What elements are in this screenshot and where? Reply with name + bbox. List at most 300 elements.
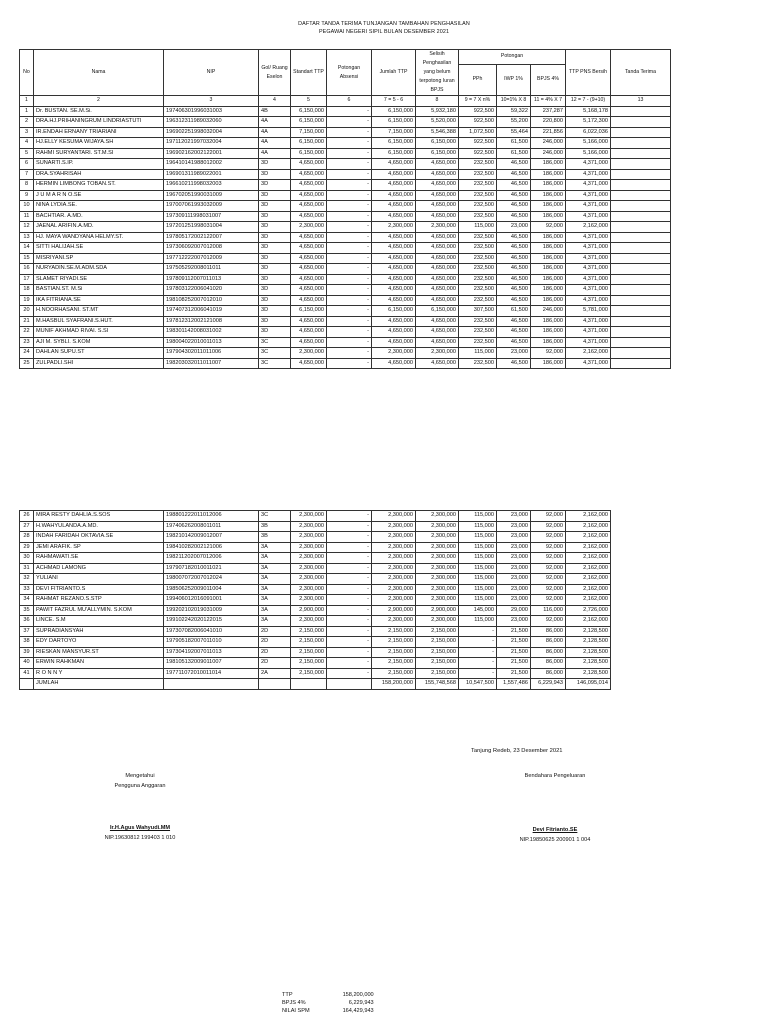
row-gol: 3A xyxy=(259,584,291,595)
row-nip: 198801222011012006 xyxy=(164,511,259,522)
row-signature-cell xyxy=(611,327,671,338)
row-no: 3 xyxy=(20,127,34,138)
row-no: 28 xyxy=(20,532,34,543)
row-pph: 232,500 xyxy=(459,243,497,254)
row-jumlah: 6,150,000 xyxy=(372,306,416,317)
column-number: 7 = 5 - 6 xyxy=(372,96,416,107)
row-absensi: - xyxy=(327,169,372,180)
recap-value: 164,429,943 xyxy=(342,1008,374,1014)
signature-block-left xyxy=(90,773,190,841)
table-row xyxy=(20,159,671,170)
row-bpjs: 86,000 xyxy=(531,626,566,637)
table-row xyxy=(20,222,671,233)
col-selisih: Selisih Penghasilan yang belum terpotong Iuran BPJS xyxy=(416,50,459,96)
row-nip: 196610211998032003 xyxy=(164,180,259,191)
row-bersih: 2,162,000 xyxy=(566,521,611,532)
row-bpjs: 246,000 xyxy=(531,306,566,317)
row-no: 39 xyxy=(20,647,34,658)
row-name: RAHMI SURYANTARI. ST.M.SI xyxy=(34,148,164,159)
row-pph: 922,500 xyxy=(459,117,497,128)
row-gol: 3D xyxy=(259,190,291,201)
row-no: 29 xyxy=(20,542,34,553)
row-bersih: 2,162,000 xyxy=(566,595,611,606)
row-standar: 4,650,000 xyxy=(291,274,327,285)
row-no: 13 xyxy=(20,232,34,243)
row-gol: 3D xyxy=(259,159,291,170)
column-number-row xyxy=(20,96,671,107)
row-bersih: 4,371,000 xyxy=(566,295,611,306)
row-standar: 4,650,000 xyxy=(291,295,327,306)
row-iwp: 46,500 xyxy=(497,285,531,296)
row-signature-cell xyxy=(611,169,671,180)
row-bersih: 2,128,500 xyxy=(566,647,611,658)
row-standar: 2,300,000 xyxy=(291,348,327,359)
row-bpjs: 116,000 xyxy=(531,605,566,616)
row-selisih: 2,300,000 xyxy=(416,222,459,233)
row-jumlah: 2,300,000 xyxy=(372,616,416,627)
row-bpjs: 92,000 xyxy=(531,511,566,522)
row-standar: 2,150,000 xyxy=(291,637,327,648)
row-bersih: 6,022,036 xyxy=(566,127,611,138)
row-jumlah: 4,650,000 xyxy=(372,190,416,201)
row-name: RAHMAT REZANO.S.STP xyxy=(34,595,164,606)
row-name: MIRA RESTY DAHLIA.S.SOS xyxy=(34,511,164,522)
table-row xyxy=(20,253,671,264)
row-standar: 4,650,000 xyxy=(291,243,327,254)
row-jumlah: 4,650,000 xyxy=(372,169,416,180)
row-signature-cell xyxy=(611,337,671,348)
column-number: 10=1% X 8 xyxy=(497,96,531,107)
row-gol: 3D xyxy=(259,253,291,264)
row-iwp: 23,000 xyxy=(497,563,531,574)
row-bpjs: 92,000 xyxy=(531,553,566,564)
column-number: 4 xyxy=(259,96,291,107)
row-signature-cell xyxy=(611,358,671,369)
title-line-1: DAFTAR TANDA TERIMA TUNJANGAN TAMBAHAN PENGHASILAN xyxy=(298,21,470,27)
signer-right-name: Devi Fitrianto.SE xyxy=(532,827,578,833)
row-jumlah: 7,150,000 xyxy=(372,127,416,138)
column-number: 8 xyxy=(416,96,459,107)
row-jumlah: 4,650,000 xyxy=(372,327,416,338)
row-signature-cell xyxy=(611,253,671,264)
row-bersih: 4,371,000 xyxy=(566,180,611,191)
row-name: DEVI FITRIANTO.S xyxy=(34,584,164,595)
row-gol: 4A xyxy=(259,117,291,128)
signer-left-title2: Pengguna Anggaran xyxy=(114,783,166,789)
row-nip: 198203032011011007 xyxy=(164,358,259,369)
row-absensi: - xyxy=(327,274,372,285)
row-no: 7 xyxy=(20,169,34,180)
row-iwp: 46,500 xyxy=(497,169,531,180)
row-selisih: 2,150,000 xyxy=(416,626,459,637)
row-bpjs: 92,000 xyxy=(531,584,566,595)
row-bersih: 2,162,000 xyxy=(566,574,611,585)
row-name: JAENAL ARIFIN.A.MD. xyxy=(34,222,164,233)
recipient-table-page2 xyxy=(19,510,611,690)
row-bersih: 5,166,000 xyxy=(566,148,611,159)
row-jumlah: 6,150,000 xyxy=(372,117,416,128)
total-selisih: 155,748,568 xyxy=(416,679,459,690)
row-absensi: - xyxy=(327,563,372,574)
column-number: 3 xyxy=(164,96,259,107)
row-standar: 2,300,000 xyxy=(291,511,327,522)
table-row xyxy=(20,553,611,564)
row-gol: 3D xyxy=(259,232,291,243)
row-name: DRA.SYAHRISAH xyxy=(34,169,164,180)
row-selisih: 2,300,000 xyxy=(416,348,459,359)
row-absensi: - xyxy=(327,201,372,212)
recap-value: 6,229,943 xyxy=(348,1000,374,1006)
row-bpjs: 86,000 xyxy=(531,658,566,669)
row-jumlah: 2,300,000 xyxy=(372,222,416,233)
row-standar: 2,150,000 xyxy=(291,668,327,679)
row-selisih: 4,650,000 xyxy=(416,264,459,275)
row-standar: 4,650,000 xyxy=(291,232,327,243)
row-jumlah: 4,650,000 xyxy=(372,232,416,243)
row-no: 25 xyxy=(20,358,34,369)
row-standar: 4,650,000 xyxy=(291,159,327,170)
row-no: 19 xyxy=(20,295,34,306)
row-gol: 4A xyxy=(259,127,291,138)
row-name: PAWIT FAZRUL MU'ALLYMIN. S.KOM xyxy=(34,605,164,616)
table-row xyxy=(20,563,611,574)
row-pph: 115,000 xyxy=(459,521,497,532)
row-selisih: 4,650,000 xyxy=(416,211,459,222)
col-standar: Standart TTP xyxy=(291,50,327,96)
row-selisih: 4,650,000 xyxy=(416,274,459,285)
row-pph: 115,000 xyxy=(459,222,497,233)
recap-row xyxy=(282,991,378,999)
document-title xyxy=(0,20,768,36)
row-bersih: 4,371,000 xyxy=(566,316,611,327)
row-selisih: 2,150,000 xyxy=(416,647,459,658)
row-pph: 115,000 xyxy=(459,574,497,585)
row-jumlah: 2,300,000 xyxy=(372,584,416,595)
row-jumlah: 2,150,000 xyxy=(372,626,416,637)
row-bersih: 4,371,000 xyxy=(566,358,611,369)
row-gol: 3A xyxy=(259,542,291,553)
row-name: H.NOORHASANI. ST.MT xyxy=(34,306,164,317)
row-name: AJI M. SYBLI. S.KOM xyxy=(34,337,164,348)
row-no: 24 xyxy=(20,348,34,359)
table-row xyxy=(20,169,671,180)
row-nip: 197407312006041019 xyxy=(164,306,259,317)
row-standar: 2,300,000 xyxy=(291,542,327,553)
row-name: NURYADIN.SE.M.ADM.SDA xyxy=(34,264,164,275)
row-selisih: 5,932,180 xyxy=(416,106,459,117)
row-no: 21 xyxy=(20,316,34,327)
row-name: DRA.HJ.PRIHANINGRUM LINDRIASTUTI xyxy=(34,117,164,128)
col-nama: Nama xyxy=(34,50,164,96)
row-iwp: 23,000 xyxy=(497,595,531,606)
table-row xyxy=(20,511,611,522)
row-signature-cell xyxy=(611,190,671,201)
row-no: 15 xyxy=(20,253,34,264)
row-pph: 115,000 xyxy=(459,563,497,574)
row-pph: - xyxy=(459,637,497,648)
row-standar: 4,650,000 xyxy=(291,316,327,327)
row-absensi: - xyxy=(327,253,372,264)
row-no: 40 xyxy=(20,658,34,669)
column-number: 9 = 7 X n% xyxy=(459,96,497,107)
row-bersih: 4,371,000 xyxy=(566,274,611,285)
row-iwp: 23,000 xyxy=(497,511,531,522)
row-nip: 196410141988012002 xyxy=(164,159,259,170)
row-jumlah: 2,300,000 xyxy=(372,542,416,553)
recap-label: NILAI SPM xyxy=(282,1008,310,1014)
row-pph: 115,000 xyxy=(459,616,497,627)
row-nip: 197112021997032004 xyxy=(164,138,259,149)
row-selisih: 4,650,000 xyxy=(416,232,459,243)
row-selisih: 5,520,000 xyxy=(416,117,459,128)
row-jumlah: 4,650,000 xyxy=(372,180,416,191)
row-bpjs: 186,000 xyxy=(531,201,566,212)
row-gol: 2D xyxy=(259,658,291,669)
row-name: MISRIYANI.SP xyxy=(34,253,164,264)
row-absensi: - xyxy=(327,616,372,627)
col-ttp-bersih: TTP PNS Bersih xyxy=(566,50,611,96)
row-pph: 232,500 xyxy=(459,264,497,275)
row-standar: 2,300,000 xyxy=(291,521,327,532)
row-selisih: 2,300,000 xyxy=(416,616,459,627)
row-no: 8 xyxy=(20,180,34,191)
row-standar: 2,150,000 xyxy=(291,658,327,669)
row-absensi: - xyxy=(327,348,372,359)
row-name: HJ.ELLY KESUMA WIJAYA.SH xyxy=(34,138,164,149)
signer-left-name: Ir.H.Agus Wahyudi.MM xyxy=(109,825,171,831)
col-potongan: Potongan xyxy=(459,50,566,65)
row-jumlah: 2,300,000 xyxy=(372,574,416,585)
row-pph: 232,500 xyxy=(459,201,497,212)
row-nip: 196901311989022001 xyxy=(164,169,259,180)
row-name: JEMI ARAFIK. SP xyxy=(34,542,164,553)
row-iwp: 46,500 xyxy=(497,201,531,212)
row-bpjs: 186,000 xyxy=(531,211,566,222)
row-bpjs: 221,856 xyxy=(531,127,566,138)
col-tanda-terima: Tanda Terima xyxy=(611,50,671,96)
row-selisih: 2,300,000 xyxy=(416,574,459,585)
col-bpjs: BPJS 4% xyxy=(531,64,566,95)
row-bpjs: 86,000 xyxy=(531,647,566,658)
row-standar: 4,650,000 xyxy=(291,190,327,201)
row-selisih: 4,650,000 xyxy=(416,327,459,338)
row-absensi: - xyxy=(327,148,372,159)
row-jumlah: 4,650,000 xyxy=(372,243,416,254)
row-jumlah: 2,300,000 xyxy=(372,595,416,606)
row-name: IKA FITRIANA.SE xyxy=(34,295,164,306)
col-iwp: IWP 1% xyxy=(497,64,531,95)
row-gol: 3D xyxy=(259,285,291,296)
row-bersih: 4,371,000 xyxy=(566,327,611,338)
row-standar: 2,300,000 xyxy=(291,553,327,564)
row-nip: 198105132009011007 xyxy=(164,658,259,669)
row-selisih: 2,300,000 xyxy=(416,563,459,574)
table-row xyxy=(20,201,671,212)
table-row xyxy=(20,295,671,306)
row-jumlah: 4,650,000 xyxy=(372,316,416,327)
row-nip: 197904302011011006 xyxy=(164,348,259,359)
row-selisih: 4,650,000 xyxy=(416,253,459,264)
row-standar: 4,650,000 xyxy=(291,253,327,264)
row-no: 10 xyxy=(20,201,34,212)
row-jumlah: 2,150,000 xyxy=(372,658,416,669)
row-standar: 6,150,000 xyxy=(291,106,327,117)
row-absensi: - xyxy=(327,285,372,296)
row-signature-cell xyxy=(611,306,671,317)
row-no: 1 xyxy=(20,106,34,117)
row-absensi: - xyxy=(327,637,372,648)
row-bpjs: 186,000 xyxy=(531,316,566,327)
row-no: 38 xyxy=(20,637,34,648)
row-selisih: 2,300,000 xyxy=(416,532,459,543)
row-iwp: 46,500 xyxy=(497,295,531,306)
row-name: ZULPADLI.SHI xyxy=(34,358,164,369)
total-bersih: 146,095,014 xyxy=(566,679,611,690)
table-row xyxy=(20,117,671,128)
total-label: JUMLAH xyxy=(34,679,164,690)
row-no: 32 xyxy=(20,574,34,585)
recap-label: TTP xyxy=(282,992,293,998)
row-pph: 232,500 xyxy=(459,190,497,201)
row-bpjs: 186,000 xyxy=(531,285,566,296)
row-selisih: 2,300,000 xyxy=(416,595,459,606)
row-standar: 4,650,000 xyxy=(291,285,327,296)
row-no: 22 xyxy=(20,327,34,338)
row-no: 34 xyxy=(20,595,34,606)
row-pph: - xyxy=(459,647,497,658)
row-bersih: 2,162,000 xyxy=(566,584,611,595)
row-absensi: - xyxy=(327,117,372,128)
row-bpjs: 186,000 xyxy=(531,180,566,191)
row-pph: 232,500 xyxy=(459,358,497,369)
table-row xyxy=(20,521,611,532)
row-pph: - xyxy=(459,668,497,679)
row-iwp: 23,000 xyxy=(497,222,531,233)
table-row xyxy=(20,264,671,275)
row-gol: 3D xyxy=(259,201,291,212)
row-standar: 4,650,000 xyxy=(291,327,327,338)
row-nip: 198210142009012007 xyxy=(164,532,259,543)
col-pph: PPh xyxy=(459,64,497,95)
row-selisih: 2,300,000 xyxy=(416,521,459,532)
table-row xyxy=(20,327,671,338)
row-signature-cell xyxy=(611,211,671,222)
column-number: 6 xyxy=(327,96,372,107)
row-iwp: 46,500 xyxy=(497,190,531,201)
row-selisih: 4,650,000 xyxy=(416,180,459,191)
row-jumlah: 4,650,000 xyxy=(372,358,416,369)
header-row xyxy=(20,50,671,65)
row-no: 31 xyxy=(20,563,34,574)
row-selisih: 4,650,000 xyxy=(416,201,459,212)
row-iwp: 23,000 xyxy=(497,542,531,553)
row-iwp: 46,500 xyxy=(497,264,531,275)
row-iwp: 55,200 xyxy=(497,117,531,128)
row-pph: 922,500 xyxy=(459,148,497,159)
row-gol: 3D xyxy=(259,211,291,222)
table-row xyxy=(20,190,671,201)
row-absensi: - xyxy=(327,658,372,669)
row-jumlah: 4,650,000 xyxy=(372,295,416,306)
row-pph: 922,500 xyxy=(459,138,497,149)
row-standar: 6,150,000 xyxy=(291,117,327,128)
row-bpjs: 246,000 xyxy=(531,148,566,159)
row-gol: 2D xyxy=(259,637,291,648)
row-bersih: 2,162,000 xyxy=(566,222,611,233)
row-nip: 197306092007012008 xyxy=(164,243,259,254)
row-pph: 232,500 xyxy=(459,253,497,264)
row-bpjs: 186,000 xyxy=(531,190,566,201)
row-signature-cell xyxy=(611,274,671,285)
row-absensi: - xyxy=(327,222,372,233)
row-iwp: 23,000 xyxy=(497,574,531,585)
row-absensi: - xyxy=(327,605,372,616)
row-gol: 3A xyxy=(259,595,291,606)
row-jumlah: 2,300,000 xyxy=(372,348,416,359)
row-name: MUNIF AKHMAD RIVAI. S.SI xyxy=(34,327,164,338)
row-bpjs: 92,000 xyxy=(531,222,566,233)
table-row xyxy=(20,232,671,243)
column-number: 12 = 7 - (9+10) xyxy=(566,96,611,107)
row-gol: 3D xyxy=(259,295,291,306)
row-gol: 3C xyxy=(259,358,291,369)
row-standar: 4,650,000 xyxy=(291,169,327,180)
row-jumlah: 4,650,000 xyxy=(372,274,416,285)
table-row xyxy=(20,605,611,616)
row-bpjs: 186,000 xyxy=(531,169,566,180)
table-row xyxy=(20,138,671,149)
row-absensi: - xyxy=(327,327,372,338)
row-absensi: - xyxy=(327,553,372,564)
row-gol: 3C xyxy=(259,511,291,522)
row-gol: 3A xyxy=(259,616,291,627)
row-gol: 3A xyxy=(259,553,291,564)
row-selisih: 2,900,000 xyxy=(416,605,459,616)
row-jumlah: 4,650,000 xyxy=(372,264,416,275)
row-iwp: 21,500 xyxy=(497,658,531,669)
row-bersih: 2,128,500 xyxy=(566,668,611,679)
row-signature-cell xyxy=(611,264,671,275)
row-nip: 197711072010011014 xyxy=(164,668,259,679)
row-standar: 4,650,000 xyxy=(291,337,327,348)
row-name: BACHTIAR. A.MD. xyxy=(34,211,164,222)
row-signature-cell xyxy=(611,348,671,359)
row-bersih: 2,128,500 xyxy=(566,637,611,648)
row-pph: 115,000 xyxy=(459,532,497,543)
row-no: 11 xyxy=(20,211,34,222)
row-nip: 198410282002121006 xyxy=(164,542,259,553)
row-selisih: 6,150,000 xyxy=(416,148,459,159)
row-pph: 115,000 xyxy=(459,584,497,595)
row-pph: 232,500 xyxy=(459,274,497,285)
row-signature-cell xyxy=(611,285,671,296)
row-jumlah: 4,650,000 xyxy=(372,337,416,348)
recap-label: BPJS 4% xyxy=(282,1000,306,1006)
recap-row xyxy=(282,1007,378,1015)
row-bersih: 2,128,500 xyxy=(566,626,611,637)
row-selisih: 6,150,000 xyxy=(416,138,459,149)
row-bpjs: 92,000 xyxy=(531,563,566,574)
row-bersih: 2,128,500 xyxy=(566,658,611,669)
row-pph: 232,500 xyxy=(459,327,497,338)
row-gol: 3D xyxy=(259,264,291,275)
row-selisih: 4,650,000 xyxy=(416,243,459,254)
row-no: 36 xyxy=(20,616,34,627)
row-selisih: 4,650,000 xyxy=(416,190,459,201)
row-jumlah: 6,150,000 xyxy=(372,106,416,117)
row-no: 18 xyxy=(20,285,34,296)
row-nip: 197712222007012009 xyxy=(164,253,259,264)
